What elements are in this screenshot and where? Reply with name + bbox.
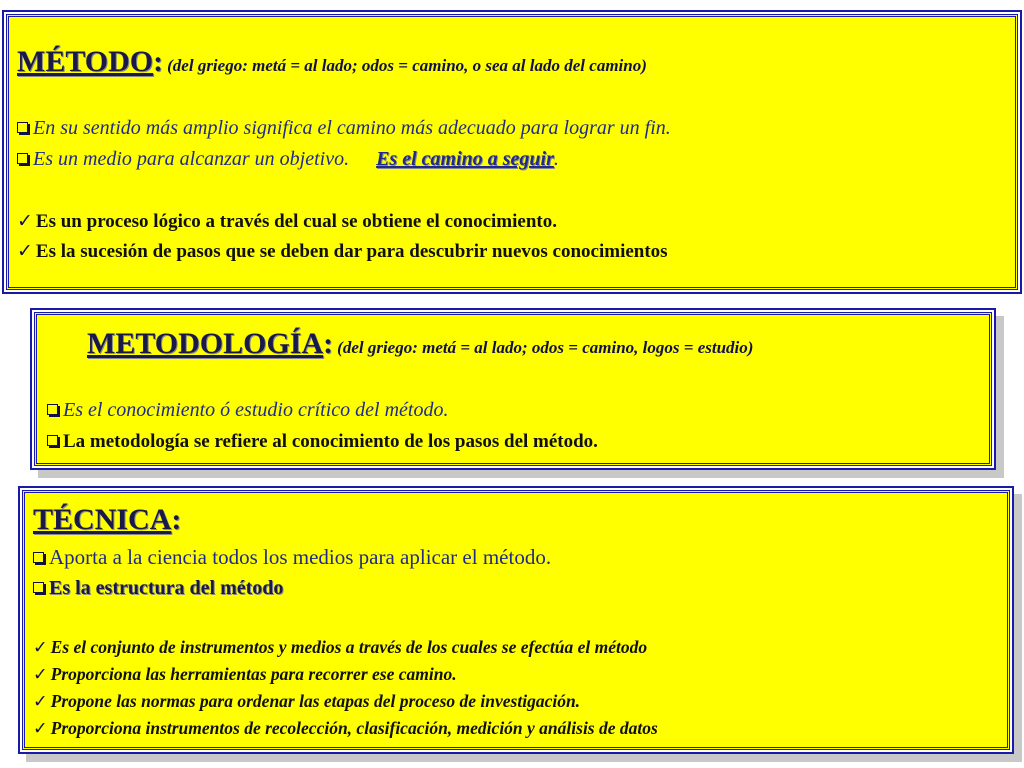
metodo-check-2 [17, 240, 668, 263]
checkmark-icon: ✓ [33, 692, 48, 712]
metodo-heading-line [17, 45, 647, 79]
metodologia-panel [34, 312, 992, 466]
tecnica-bullet-2-text: Es la estructura del método [49, 577, 284, 599]
metodologia-heading: METODOLOGÍA [87, 327, 324, 360]
metodo-bullet-2-emphasis: Es el camino a seguir [376, 148, 554, 170]
tecnica-check-1 [33, 637, 647, 658]
tecnica-check-4-text: Proporciona instrumentos de recolección, clasificación, medición y análisis de datos [50, 718, 658, 738]
metodo-bullet-1 [17, 117, 671, 140]
metodo-bullet-2-suffix: . [553, 148, 559, 170]
checkmark-icon: ✓ [33, 638, 48, 658]
metodo-heading: MÉTODO [17, 45, 154, 78]
tecnica-check-2 [33, 664, 457, 685]
box-bullet-icon [47, 404, 58, 415]
tecnica-check-3 [33, 691, 580, 712]
metodo-check-2-text: Es la sucesión de pasos que se deben dar para descubrir nuevos conocimientos [35, 241, 668, 262]
tecnica-check-4 [33, 718, 658, 739]
checkmark-icon: ✓ [17, 240, 33, 262]
tecnica-check-3-text: Propone las normas para ordenar las etapas del proceso de investigación. [50, 691, 581, 711]
metodologia-bullet-1-text: Es el conocimiento ó estudio crítico del método. [63, 399, 449, 421]
metodo-bullet-2-text: Es un medio para alcanzar un objetivo. [33, 148, 350, 170]
metodologia-bullet-2-text: La metodología se refiere al conocimiento de los pasos del método. [63, 431, 598, 452]
box-bullet-icon [17, 153, 28, 164]
metodologia-bullet-2 [47, 431, 598, 453]
checkmark-icon: ✓ [33, 719, 48, 739]
metodo-heading-colon: : [153, 45, 164, 78]
metodologia-heading-colon: : [323, 327, 334, 360]
box-bullet-icon [47, 435, 58, 446]
tecnica-check-1-text: Es el conjunto de instrumentos y medios a través de los cuales se efectúa el método [50, 637, 648, 657]
tecnica-heading-line [33, 503, 181, 537]
metodo-gloss: (del griego: metá = al lado; odos = camino, o sea al lado del camino) [167, 56, 647, 75]
metodologia-bullet-1 [47, 399, 448, 422]
metodo-check-1 [17, 210, 557, 233]
metodo-panel [6, 14, 1018, 290]
checkmark-icon: ✓ [33, 665, 48, 685]
tecnica-panel [22, 490, 1010, 750]
tecnica-bullet-1 [33, 545, 551, 570]
box-bullet-icon [33, 552, 44, 563]
tecnica-bullet-2 [33, 577, 283, 600]
metodologia-gloss: (del griego: metá = al lado; odos = camino, logos = estudio) [337, 338, 754, 357]
tecnica-check-2-text: Proporciona las herramientas para recorrer ese camino. [50, 664, 457, 684]
tecnica-bullet-1-text: Aporta a la ciencia todos los medios para aplicar el método. [49, 545, 552, 569]
tecnica-heading-colon: : [171, 503, 182, 536]
metodo-bullet-2 [17, 148, 559, 171]
box-bullet-icon [33, 582, 44, 593]
checkmark-icon: ✓ [17, 210, 33, 232]
metodo-check-1-text: Es un proceso lógico a través del cual se obtiene el conocimiento. [35, 211, 557, 232]
metodo-bullet-1-text: En su sentido más amplio significa el camino más adecuado para lograr un fin. [33, 117, 671, 139]
tecnica-heading: TÉCNICA [33, 503, 172, 536]
box-bullet-icon [17, 122, 28, 133]
metodologia-heading-line [87, 327, 753, 361]
